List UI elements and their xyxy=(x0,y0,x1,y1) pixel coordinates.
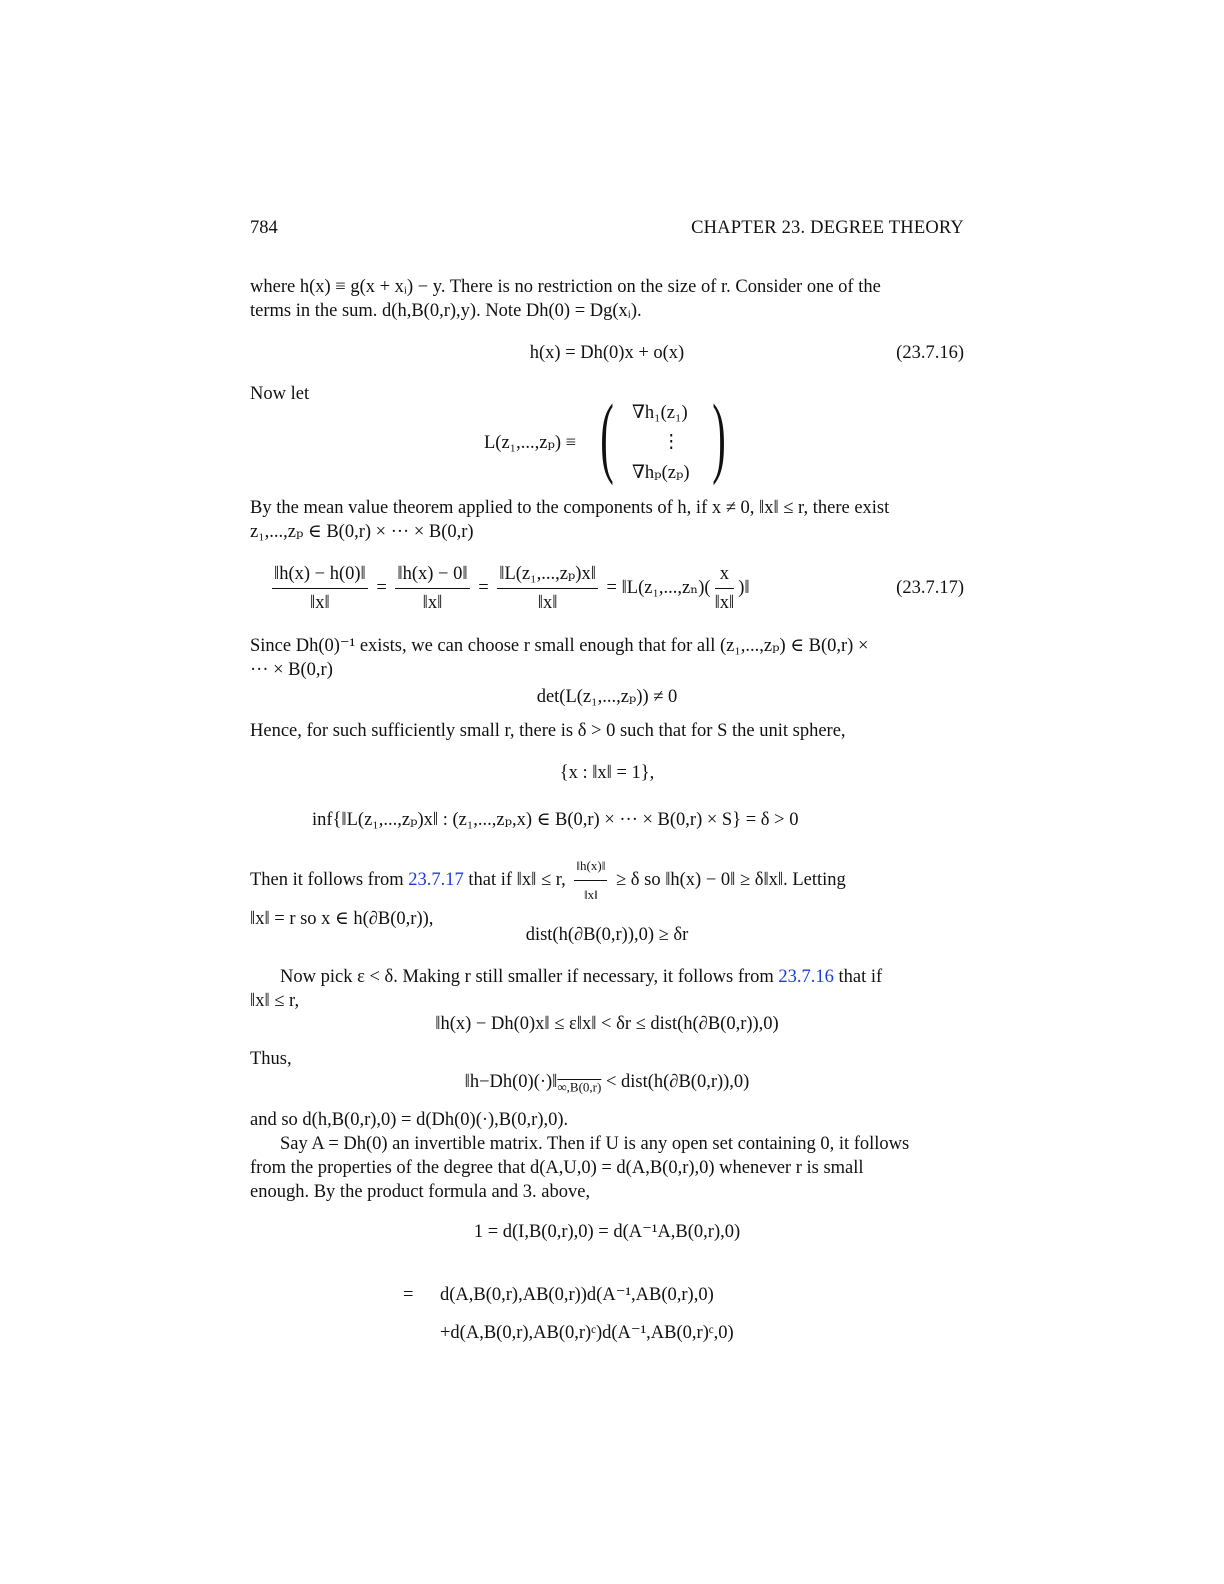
paragraph-2-line-2: z₁,...,zₚ ∈ B(0,r) × ··· × B(0,r) xyxy=(250,522,474,542)
fraction-3: $\frac{\text{‖L(z₁,...,zₚ)x‖}}{‖x‖}$ xyxy=(499,564,596,613)
paragraph-8-line-3: enough. By the product formula and 3. above, xyxy=(250,1182,591,1202)
paragraph-5-line-1: Then it follows from 23.7.17 that if ‖x‖ ≤ r, $\frac{‖h(x)‖}{‖x‖}$ ≥ δ so ‖h(x) − 0‖ ≥ δ‖x‖. Letting xyxy=(250,854,964,907)
L-definition-lhs: L(z₁,...,zₚ) ≡ xyxy=(484,433,577,453)
now-let-text: Now let xyxy=(250,384,310,404)
fraction-4: $\frac{x}{‖x‖}$ xyxy=(714,564,735,613)
paragraph-8-line-1: Say A = Dh(0) an invertible matrix. Then if U is any open set containing 0, it follows xyxy=(280,1134,910,1154)
paragraph-4: Hence, for such sufficiently small r, there is δ > 0 such that for S the unit sphere, xyxy=(250,721,846,741)
paragraph-2 xyxy=(250,496,964,544)
paragraph-5-line-2: ‖x‖ = r so x ∈ h(∂B(0,r)), xyxy=(250,909,434,929)
determinant-condition: det(L(z₁,...,zₚ)) ≠ 0 xyxy=(536,687,678,707)
paragraph-6-line-2: ‖x‖ ≤ r, xyxy=(250,991,300,1011)
unit-sphere-set: {x : ‖x‖ = 1}, xyxy=(559,763,655,783)
expansion-line-2: +d(A,B(0,r),AB(0,r)ᶜ)d(A⁻¹,AB(0,r)ᶜ,0) xyxy=(440,1323,734,1343)
paragraph-6 xyxy=(250,965,964,1013)
paragraph-3 xyxy=(250,634,964,682)
sup-norm-inequality: $‖h-Dh(0)(\cdot)‖_{\infty,B(0,r)}$ < dist(h(∂B(0,r)),0) xyxy=(464,1072,750,1095)
left-paren: ( xyxy=(600,387,614,486)
chapter-title: CHAPTER 23. DEGREE THEORY xyxy=(691,218,964,238)
equation-label: (23.7.17) xyxy=(896,578,964,598)
L-row-2: ⋮ xyxy=(662,432,681,452)
equation-23-7-16 xyxy=(250,341,964,365)
page-number: 784 xyxy=(250,218,278,238)
paragraph-2-line-1: By the mean value theorem applied to the components of h, if x ≠ 0, ‖x‖ ≤ r, there exist xyxy=(250,498,890,518)
rhs-post: )‖ xyxy=(738,577,750,598)
paragraph-5 xyxy=(250,854,964,931)
rhs-pre: ‖L(z₁,...,zₙ)( xyxy=(621,577,711,598)
L-row-1: ∇h₁(z₁) xyxy=(632,403,688,423)
paragraph-1 xyxy=(250,275,964,323)
paragraph-7: and so d(h,B(0,r),0) = d(Dh(0)(·),B(0,r),0). xyxy=(250,1110,569,1130)
equation-label: (23.7.16) xyxy=(896,343,964,363)
paragraph-8 xyxy=(250,1132,964,1204)
equation-23-7-17: $\frac{‖h(x) - h(0)‖}{‖x‖}$ = $\frac{‖h(x) - 0‖}{‖x‖}$ = $\frac{\text{‖L(z₁,...,zₚ)x‖}}{‖x‖}$ = ‖L(z₁,...,zₙ)( $\frac{x}{‖x‖}$ )‖ (23.7.17) xyxy=(274,564,964,613)
paragraph-1-line-2: terms in the sum. d(h,B(0,r),y). Note Dh(0) = Dg(xᵢ). xyxy=(250,301,642,321)
inline-fraction: $\frac{‖h(x)‖}{‖x‖}$ xyxy=(574,854,607,907)
paragraph-3-line-2: ··· × B(0,r) xyxy=(250,660,333,680)
running-header xyxy=(250,218,964,244)
thus-text: Thus, xyxy=(250,1049,292,1069)
estimate-inequality: ‖h(x) − Dh(0)x‖ ≤ ε‖x‖ < δr ≤ dist(h(∂B(0,r)),0) xyxy=(435,1014,779,1034)
ref-link-23-7-17[interactable]: 23.7.17 xyxy=(408,869,464,890)
ref-link-23-7-16[interactable]: 23.7.16 xyxy=(778,967,834,987)
right-paren: ) xyxy=(712,387,726,486)
product-formula-expansion: = d(A,B(0,r),AB(0,r))d(A⁻¹,AB(0,r),0) +d(A,B(0,r),AB(0,r)ᶜ)d(A⁻¹,AB(0,r)ᶜ,0) xyxy=(403,1285,734,1343)
fraction-1: $\frac{‖h(x) - h(0)‖}{‖x‖}$ xyxy=(274,564,366,613)
equation-body: h(x) = Dh(0)x + o(x) xyxy=(529,343,685,363)
paragraph-8-line-2: from the properties of the degree that d(A,U,0) = d(A,B(0,r),0) whenever r is small xyxy=(250,1158,864,1178)
distance-inequality: dist(h(∂B(0,r)),0) ≥ δr xyxy=(525,925,689,945)
page: 784 CHAPTER 23. DEGREE THEORY where h(x) ≡ g(x + xᵢ) − y. There is no restriction on the size of r. Consider one of the terms in the sum. d(h,B(0,r),y). Note Dh(0) = Dg(xᵢ). h(x) = Dh(0)x + o(x) (23.7.16) Now let L(z₁,...,zₚ) ≡ ( ∇h₁(z₁) ⋮ ∇hₚ(zₚ) ) By the mean value theorem applied to the components of h, if x ≠ 0, ‖x‖ ≤ r, there exist z₁,...,zₚ ∈ B(0,r) × ··· × B(0,r) $\frac{‖h(x) - h(0)‖}{‖x‖}$ = $\frac{‖h(x) - 0‖}{‖x‖}$ = $\frac{\text{‖L(z₁,...,zₚ)x‖}}{‖x‖}$ = ‖L(z₁,...,zₙ)( $\frac{x}{‖x‖}$ )‖ (23.7.17) Since Dh(0)⁻¹ exists, we can choose r small enough that for all (z₁,...,zₚ) ∈ B(0,r) × ··· × B(0,r) det(L(z₁,...,zₚ)) ≠ 0 Hence, for such sufficiently small r, there is δ > 0 such that for S the unit sphere, {x : ‖x‖ = 1}, inf{‖L(z₁,...,zₚ)x‖ : (z₁,...,zₚ,x) ∈ B(0,r) × ··· × B(0,r) × S} = δ > 0 Then it follows from 23.7.17 that if ‖x‖ ≤ r, $\frac{‖h(x)‖}{‖x‖}$ ≥ δ so ‖h(x) − 0‖ ≥ δ‖x‖. Letting ‖x‖ = r so x ∈ h(∂B(0,r)), dist(h(∂B(0,r)),0) ≥ δr Now pick ε < δ. Making r still smaller if necessary, it follows from 23.7.16 that if ‖x‖ ≤ r, ‖h(x) − Dh(0)x‖ ≤ ε‖x‖ < δr ≤ dist(h(∂B(0,r)),0) Thus, $‖h-Dh(0)(\cdot)‖_{\infty,B(0,r)}$ < dist(h(∂B(0,r)),0) and so d(h,B(0,r),0) = d(Dh(0)(·),B(0,r),0). Say A = Dh(0) an invertible matrix. Then if U is any open set containing 0, it follows from the properties of the degree that d(A,U,0) = d(A,B(0,r),0) whenever r is small enough. By the product formula and 3. above, 1 = d(I,B(0,r),0) = d(A⁻¹A,B(0,r),0) = d(A,B(0,r),AB(0,r))d(A⁻¹,AB(0,r),0) +d(A,B(0,r),AB(0,r)ᶜ)d(A⁻¹,AB(0,r)ᶜ,0) xyxy=(250,218,964,1343)
paragraph-6-line-1: Now pick ε < δ. Making r still smaller if necessary, it follows from 23.7.16 that if xyxy=(280,967,883,987)
product-formula-line-1: 1 = d(I,B(0,r),0) = d(A⁻¹A,B(0,r),0) xyxy=(473,1222,741,1242)
expansion-line-1: d(A,B(0,r),AB(0,r))d(A⁻¹,AB(0,r),0) xyxy=(440,1285,714,1305)
L-row-3: ∇hₚ(zₚ) xyxy=(632,463,690,483)
paragraph-1-line-1: where h(x) ≡ g(x + xᵢ) − y. There is no restriction on the size of r. Consider one of the xyxy=(250,277,881,297)
fraction-2: $\frac{‖h(x) - 0‖}{‖x‖}$ xyxy=(397,564,468,613)
paragraph-3-line-1: Since Dh(0)⁻¹ exists, we can choose r small enough that for all (z₁,...,zₚ) ∈ B(0,r) × xyxy=(250,636,869,656)
